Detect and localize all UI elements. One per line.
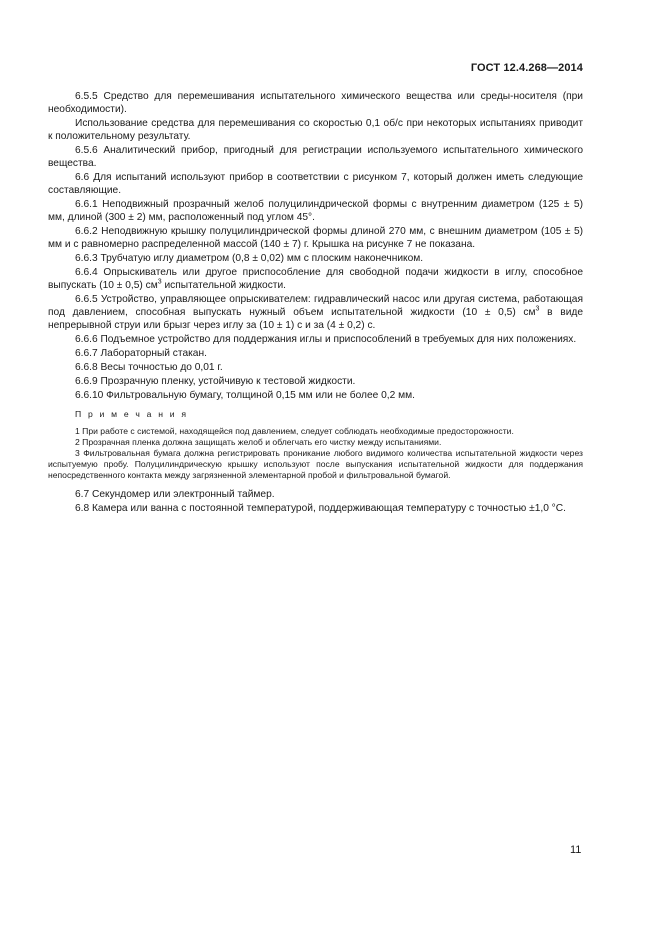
page-number: 11 [570,844,582,856]
paragraph-6-6-3: 6.6.3 Трубчатую иглу диаметром (0,8 ± 0,02) мм с плоским наконечником. [75,253,424,264]
paragraph-6-6-2: 6.6.2 Неподвижную крышку полуцилиндрической формы длиной 270 мм, с внешним диаметром (105 ± 5) мм и с равномерно распределенной массой (140 ± 7) г. Крышка на рисунке 7 не показана. [48,226,583,250]
paragraph-6-6-10: 6.6.10 Фильтровальную бумагу, толщиной 0,15 мм или не более 0,2 мм. [75,390,415,401]
paragraph-6-6: 6.6 Для испытаний используют прибор в соответствии с рисунком 7, который должен иметь следующие составляющие. [48,172,583,196]
paragraph-6-5-6: 6.5.6 Аналитический прибор, пригодный для регистрации используемого испытательного химического вещества. [48,145,583,169]
paragraph-6-6-1: 6.6.1 Неподвижный прозрачный желоб полуцилиндрической формы с внутренним диаметром (125 ± 5) мм, длиной (300 ± 2) мм, расположенный под углом 45°. [48,199,583,223]
standard-header: ГОСТ 12.4.268—2014 [470,62,583,74]
main-text [48,90,583,516]
superscript: 3 [535,305,540,313]
superscript: 3 [157,278,162,286]
paragraph-6-6-7: 6.6.7 Лабораторный стакан. [75,348,207,359]
notes-title: П р и м е ч а н и я [75,409,189,419]
paragraph-6-6-6: 6.6.6 Подъемное устройство для поддержания иглы и приспособлений в требуемых для них положениях. [75,334,577,345]
paragraph-6-6-4 [48,266,583,292]
paragraph-6-5-5: 6.5.5 Средство для перемешивания испытательного химического вещества или среды-носителя (при необходимости). [48,91,583,115]
notes-block [48,409,583,481]
text-part: в виде непрерывной струи или брызг через иглу за (10 ± 1) с и за (4 ± 0,2) с. [48,307,583,331]
paragraph-mixing-note: Использование средства для перемешивания со скоростью 0,1 об/с при некоторых испытаниях приводит к положительному результату. [48,118,583,142]
note-item: 2 Прозрачная пленка должна защищать желоб и облегчать его чистку между испытаниями. [75,437,442,447]
paragraph-6-8: 6.8 Камера или ванна с постоянной температурой, поддерживающая температуру с точностью ±1,0 °С. [75,503,566,514]
paragraph-6-6-9: 6.6.9 Прозрачную пленку, устойчивую к тестовой жидкости. [75,376,356,387]
text-part: 6.6.5 Устройство, управляющее опрыскивателем: гидравлический насос или другая система, работающая под давлением, способная выпускать нужный объем испытательной жидкости (10 ± 0,5) см [48,294,583,318]
note-item: 3 Фильтровальная бумага должна регистрировать проникание любого видимого количества испытательной жидкости через испытуемую пробу. Полуцилиндрическую крышку используют после выпускания испытательной жидкости для поддержания непосредственного контакта между загрязненной элементарной пробой и фильтровальной бумагой. [48,448,583,480]
paragraph-6-6-5 [48,293,583,332]
paragraph-6-6-8: 6.6.8 Весы точностью до 0,01 г. [75,362,223,373]
closing-paragraphs [48,488,583,515]
note-item: 1 При работе с системой, находящейся под давлением, следует соблюдать необходимые предосторожности. [75,426,514,436]
paragraph-6-7: 6.7 Секундомер или электронный таймер. [75,489,275,500]
text-part: 6.6.4 Опрыскиватель или другое приспособление для свободной подачи жидкости в иглу, способное выпускать (10 ± 0,5) см [48,267,583,291]
text-part: испытательной жидкости. [161,280,286,291]
